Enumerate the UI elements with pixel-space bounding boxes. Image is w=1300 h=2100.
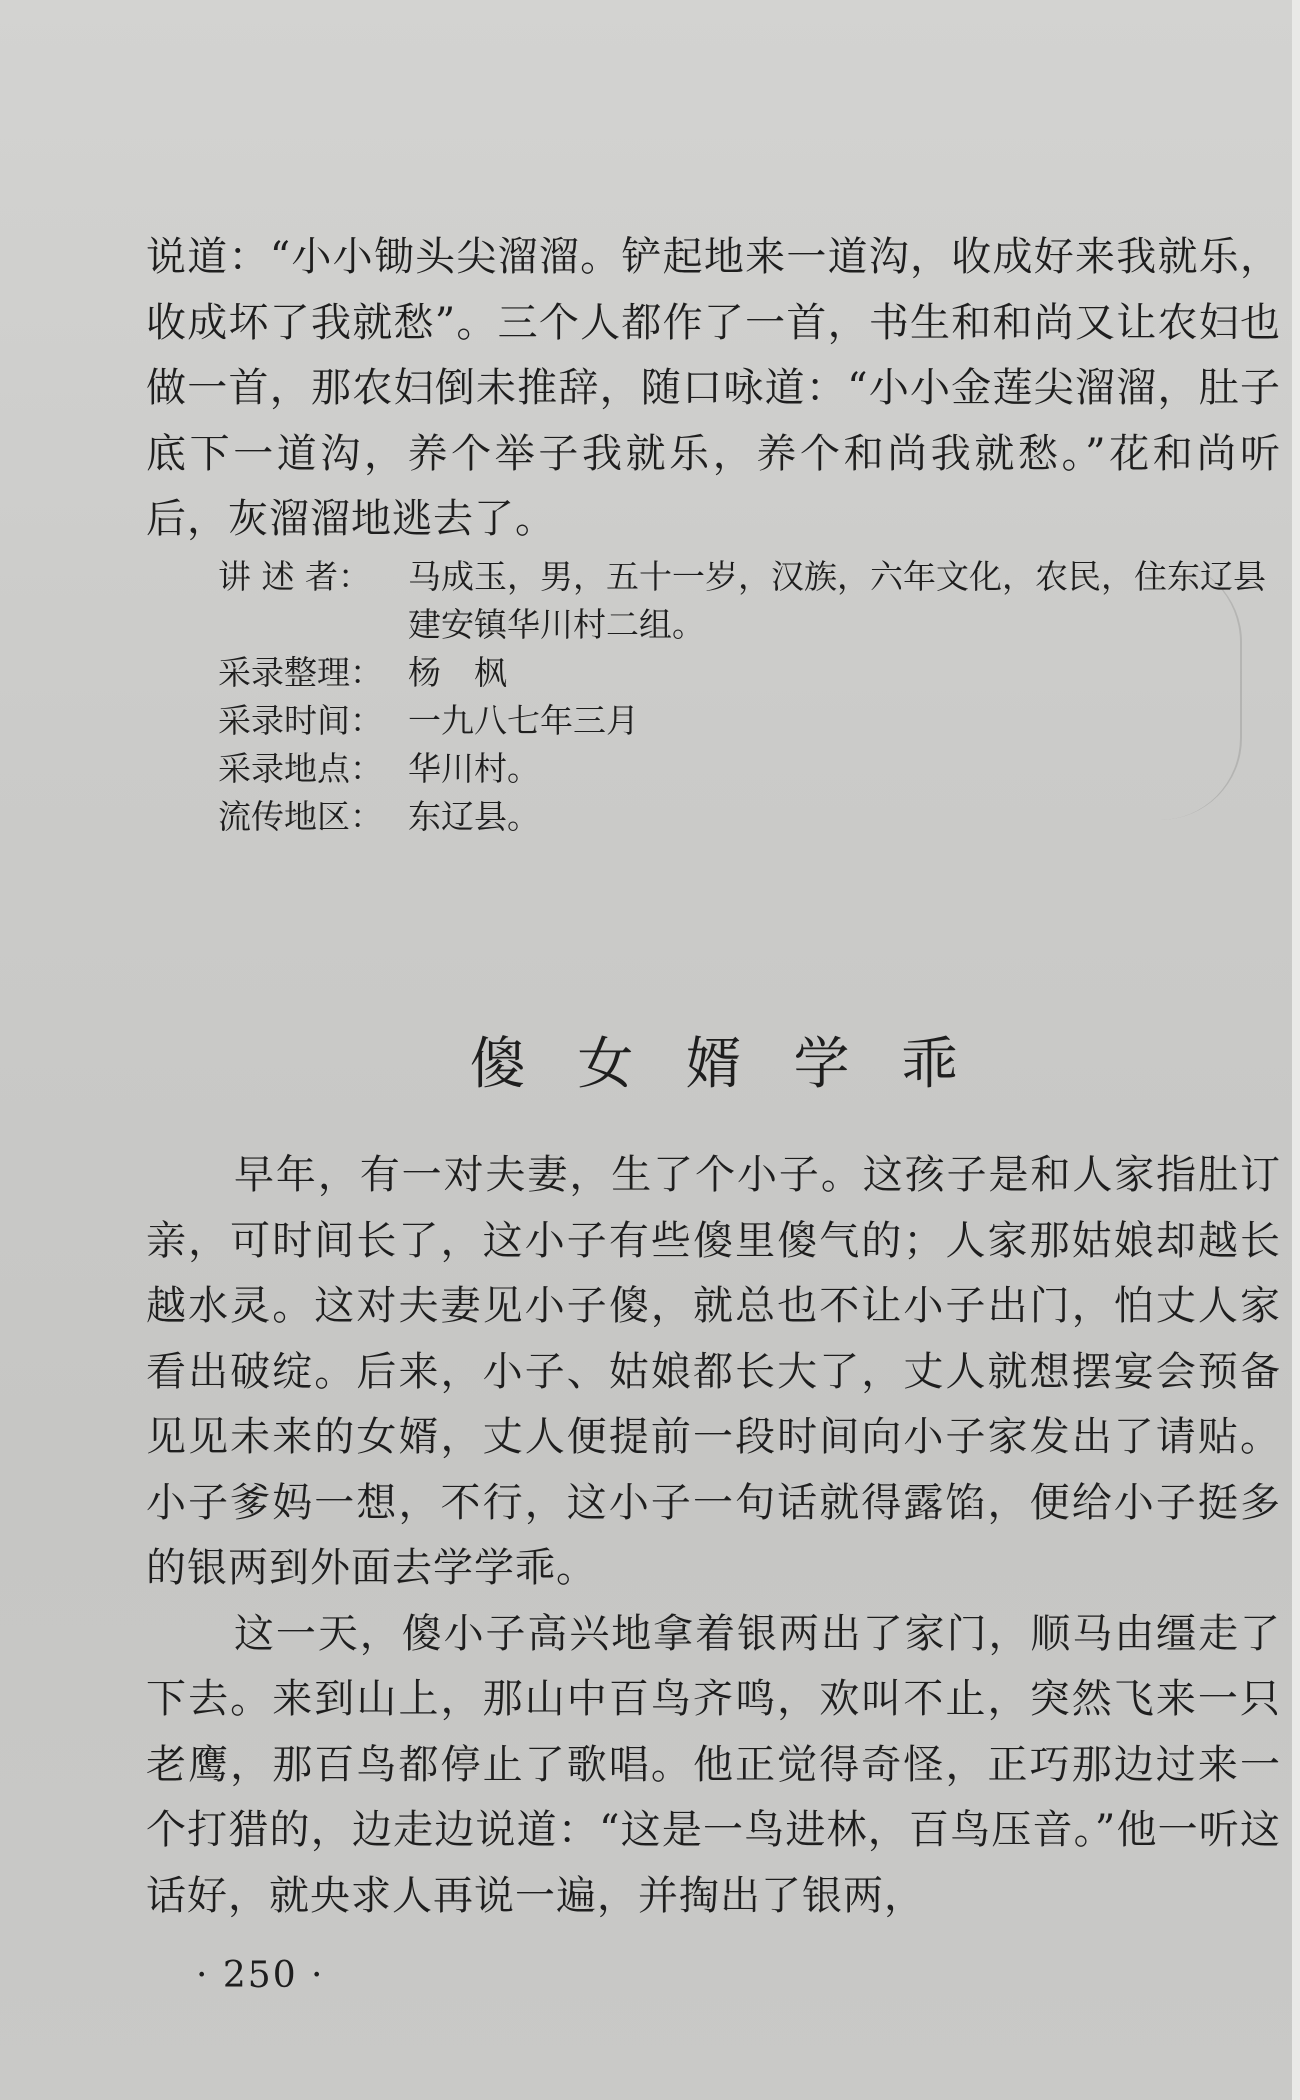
metadata-value: 马成玉，男，五十一岁，汉族，六年文化，农民，住东辽县建安镇华川村二组。: [408, 557, 1266, 644]
metadata-value: 东辽县。: [408, 797, 540, 836]
continued-paragraph: 说道：“小小锄头尖溜溜。铲起地来一道沟，收成好来我就乐，收成坏了我就愁”。三个人都作了一首，书生和和尚又让农妇也做一首，那农妇倒未推辞，随口咏道：“小小金莲尖溜溜，肚子底下一道沟，养个举子我就乐，养个和尚我就愁。”花和尚听后，灰溜溜地逃去了。: [146, 234, 1281, 542]
metadata-place: [218, 745, 1281, 793]
top-text-block: [146, 225, 1281, 553]
metadata-value: 华川村。: [408, 749, 540, 788]
metadata-narrator: [218, 553, 1281, 649]
metadata-label: 采录整理：: [218, 653, 383, 692]
metadata-value: 杨 枫: [408, 653, 507, 692]
recording-metadata: [218, 553, 1281, 841]
page-edge: [1292, 0, 1300, 2100]
metadata-value: 一九八七年三月: [408, 701, 639, 740]
metadata-label: 采录地点：: [218, 749, 383, 788]
metadata-collector: [218, 649, 1281, 697]
metadata-label: 流传地区：: [218, 797, 383, 836]
story-title: 傻女婿学乖: [469, 1032, 1010, 1097]
metadata-label: 采录时间：: [218, 701, 383, 740]
page-number: · 250 ·: [196, 1955, 325, 1996]
metadata-time: [218, 697, 1281, 745]
story-body: [146, 1143, 1281, 1929]
story-paragraph: 这一天，傻小子高兴地拿着银两出了家门，顺马由缰走了下去。来到山上，那山中百鸟齐鸣，欢叫不止，突然飞来一只老鹰，那百鸟都停止了歌唱。他正觉得奇怪，正巧那边过来一个打猎的，边走边说道：“这是一鸟进林，百鸟压音。”他一听这话好，就央求人再说一遍，并掏出了银两，: [146, 1610, 1281, 1919]
metadata-region: [218, 793, 1281, 841]
metadata-label: 讲 述 者：: [218, 557, 371, 596]
story-paragraph: 早年，有一对夫妻，生了个小子。这孩子是和人家指肚订亲，可时间长了，这小子有些傻里傻气的；人家那姑娘却越长越水灵。这对夫妻见小子傻，就总也不让小子出门，怕丈人家看出破绽。后来，小子、姑娘都长大了，丈人就想摆宴会预备见见未来的女婿，丈人便提前一段时间向小子家发出了请贴。小子爹妈一想，不行，这小子一句话就得露馅，便给小子挺多的银两到外面去学学乖。: [146, 1152, 1281, 1591]
